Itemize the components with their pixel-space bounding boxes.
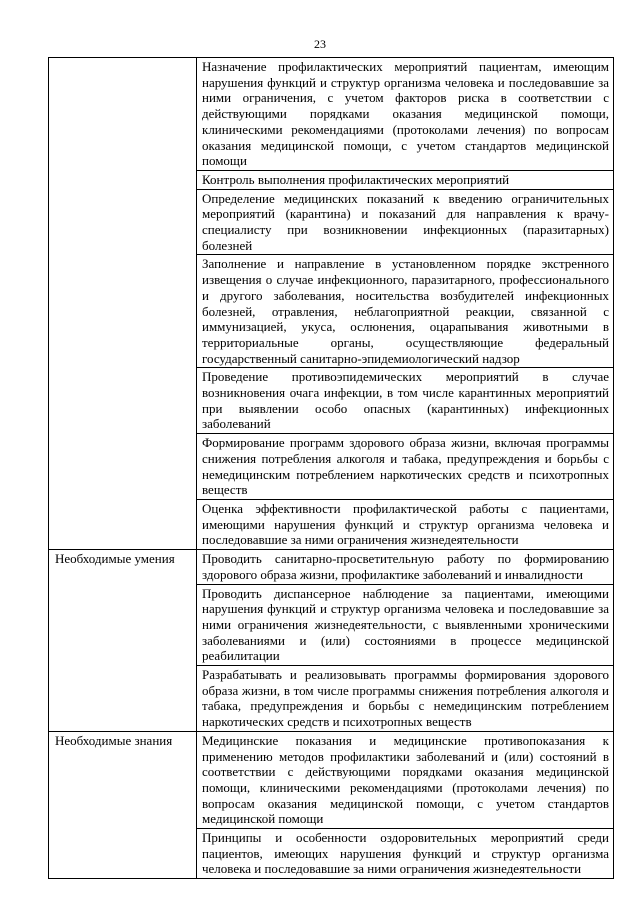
table-cell: Определение медицинских показаний к введению ограничительных мероприятий (карантина) и показаний для направления к врачу-специалисту при возникновении инфекционных (паразитарных) болезней xyxy=(197,189,614,255)
table-row xyxy=(49,731,614,828)
table-cell: Проведение противоэпидемических мероприятий в случае возникновения очага инфекции, в том числе карантинных мероприятий при выявлении особо опасных (карантинных) инфекционных заболеваний xyxy=(197,368,614,434)
table-cell: Назначение профилактических мероприятий пациентам, имеющим нарушения функций и структур организма человека и последовавшие за ними ограничения, с учетом факторов риска в соответствии с действующими порядками оказания медицинской помощи, клиническими рекомендациями (протоколами лечения) по вопросам оказания медицинской помощи, с учетом стандартов медицинской помощи xyxy=(197,58,614,171)
table-cell: Разрабатывать и реализовывать программы формирования здорового образа жизни, в том числе программы снижения потребления алкоголя и табака, предупреждения и борьбы с немедицинским потреблением наркотических средств и психотропных веществ xyxy=(197,666,614,732)
table-cell: Проводить санитарно-просветительную работу по формированию здорового образа жизни, профилактике заболеваний и инвалидности xyxy=(197,550,614,584)
row-label-cell: Необходимые знания xyxy=(49,731,197,878)
table-body xyxy=(49,58,614,879)
page-number: 23 xyxy=(314,37,326,51)
table-cell: Медицинские показания и медицинские противопоказания к применению методов профилактики заболеваний и (или) состояний в соответствии с действующими порядками оказания медицинской помощи, клиническими рекомендациями (протоколами лечения) по вопросам оказания медицинской помощи, с учетом стандартов медицинской помощи xyxy=(197,731,614,828)
table-cell: Принципы и особенности оздоровительных мероприятий среди пациентов, имеющих нарушения функций и структур организма человека и последовавшие за ними ограничения жизнедеятельности xyxy=(197,829,614,879)
table-row xyxy=(49,550,614,584)
table-cell: Оценка эффективности профилактической работы с пациентами, имеющими нарушения функций и структур организма человека и последовавшие за ними ограничения жизнедеятельности xyxy=(197,499,614,549)
requirements-table xyxy=(48,57,614,879)
table-cell: Заполнение и направление в установленном порядке экстренного извещения о случае инфекционного, паразитарного, профессионального и другого заболевания, носительства возбудителей инфекционных болезней, отравления, неблагоприятной реакции, связанной с иммунизацией, укуса, ослюнения, оцарапывания животными в территориальные органы, осуществляющие федеральный государственный санитарно-эпидемиологический надзор xyxy=(197,255,614,368)
table-row xyxy=(49,58,614,171)
table-cell: Формирование программ здорового образа жизни, включая программы снижения потребления алкоголя и табака, предупреждения и борьбы с немедицинским потреблением наркотических средств и психотропных веществ xyxy=(197,434,614,500)
table-cell: Проводить диспансерное наблюдение за пациентами, имеющими нарушения функций и структур организма человека и последовавшие за ними ограничения жизнедеятельности, с выявленными хроническими заболеваниями и (или) состояниями в процессе медицинской реабилитации xyxy=(197,584,614,666)
row-label-cell xyxy=(49,58,197,550)
table-cell: Контроль выполнения профилактических мероприятий xyxy=(197,170,614,189)
row-label-cell: Необходимые умения xyxy=(49,550,197,732)
